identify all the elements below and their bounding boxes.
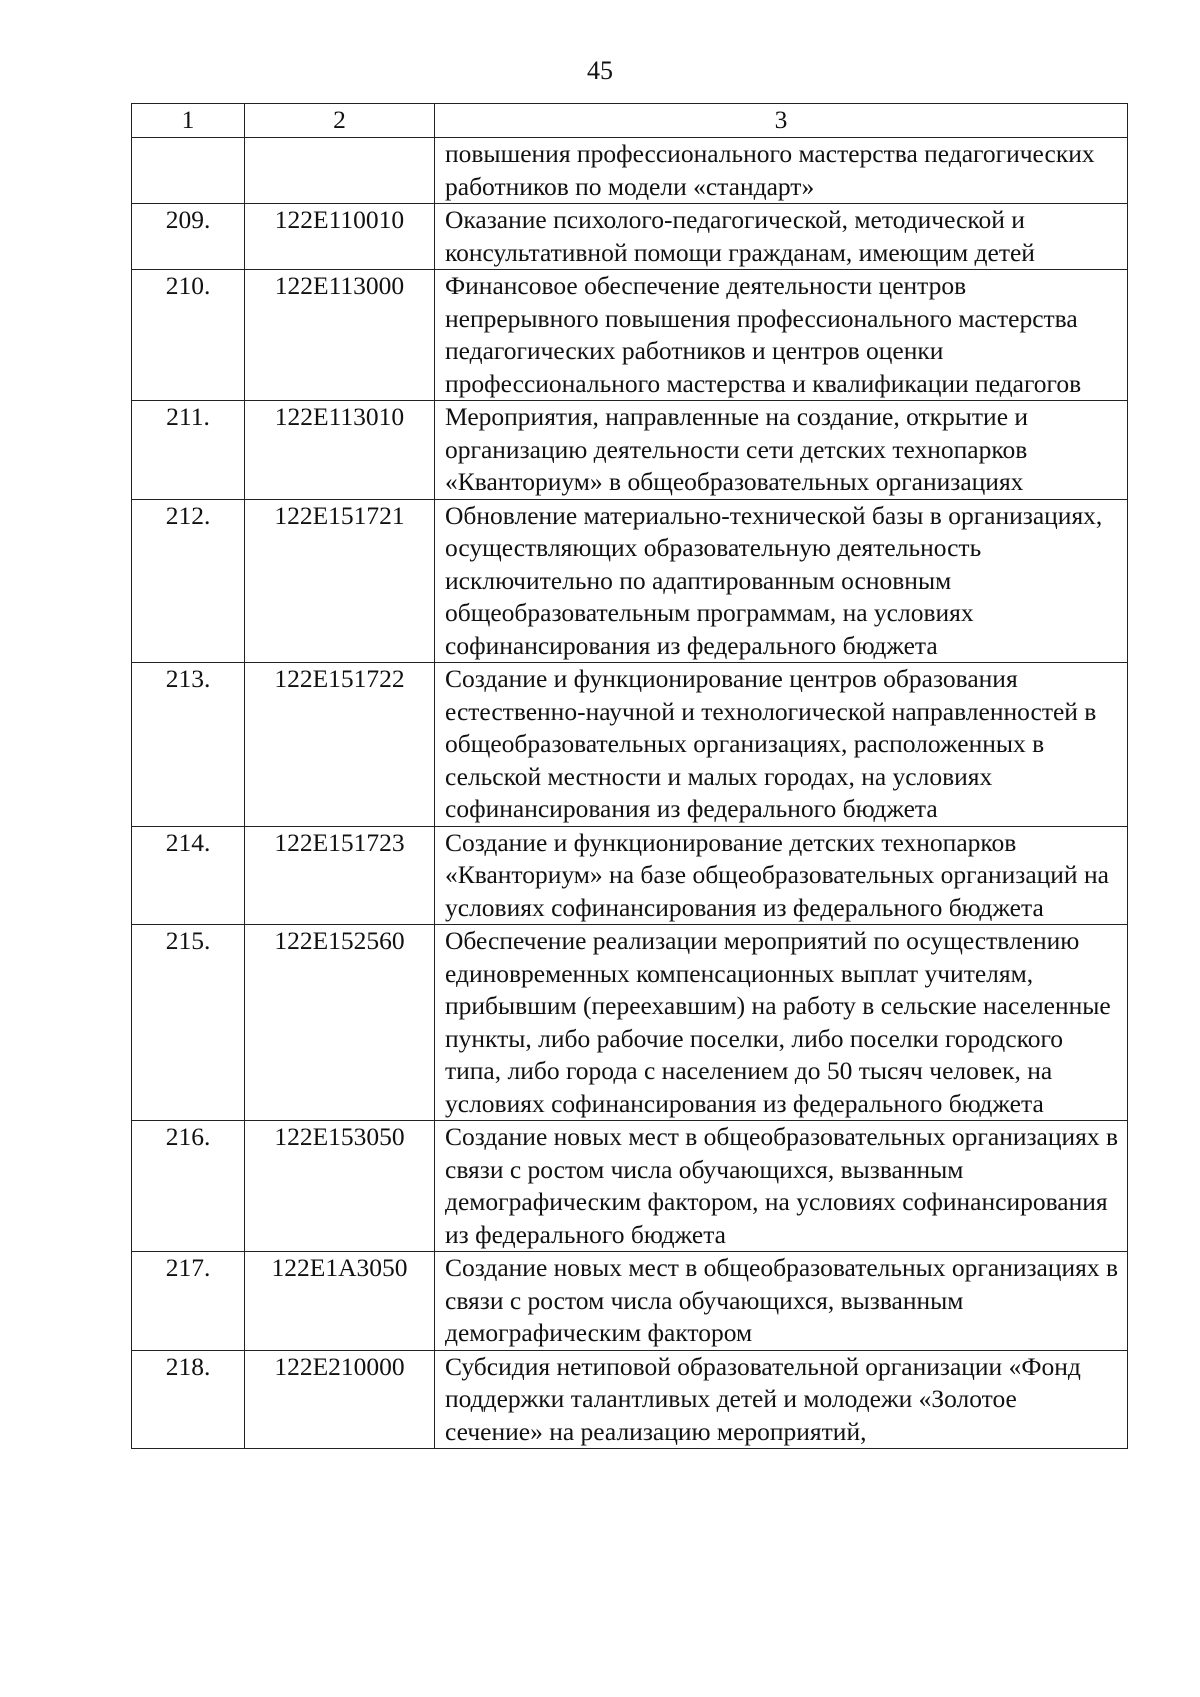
- table-row: [132, 1121, 1128, 1252]
- table-row: [132, 401, 1128, 500]
- header-col-3: 3: [435, 104, 1128, 138]
- table-row: [132, 499, 1128, 663]
- row-code: 122E113000: [245, 270, 435, 401]
- table-row: [132, 1350, 1128, 1449]
- table-row: [132, 826, 1128, 925]
- row-code: [245, 138, 435, 204]
- row-code: 122E152560: [245, 925, 435, 1121]
- row-description: Создание новых мест в общеобразовательных организациях в связи с ростом числа обучающихся, вызванным демографическим фактором: [435, 1252, 1128, 1351]
- row-number: 212.: [132, 499, 245, 663]
- row-description: Субсидия нетиповой образовательной организации «Фонд поддержки талантливых детей и молодежи «Золотое сечение» на реализацию мероприятий,: [435, 1350, 1128, 1449]
- row-code: 122E210000: [245, 1350, 435, 1449]
- row-description: повышения профессионального мастерства педагогических работников по модели «стандарт»: [435, 138, 1128, 204]
- budget-code-table: [131, 103, 1128, 1449]
- table-row: [132, 925, 1128, 1121]
- row-description: Создание и функционирование детских технопарков «Кванториум» на базе общеобразовательных организаций на условиях софинансирования из федерального бюджета: [435, 826, 1128, 925]
- row-description: Создание и функционирование центров образования естественно-научной и технологической направленностей в общеобразовательных организациях, расположенных в сельской местности и малых городах, на условиях софинансирования из федерального бюджета: [435, 663, 1128, 827]
- table-row: [132, 270, 1128, 401]
- row-number: 215.: [132, 925, 245, 1121]
- row-number: [132, 138, 245, 204]
- row-code: 122E153050: [245, 1121, 435, 1252]
- row-code: 122E1A3050: [245, 1252, 435, 1351]
- row-number: 210.: [132, 270, 245, 401]
- row-description: Создание новых мест в общеобразовательных организациях в связи с ростом числа обучающихся, вызванным демографическим фактором, на условиях софинансирования из федерального бюджета: [435, 1121, 1128, 1252]
- table-row: [132, 204, 1128, 270]
- page-number: 45: [587, 56, 613, 85]
- row-code: 122E113010: [245, 401, 435, 500]
- row-number: 218.: [132, 1350, 245, 1449]
- row-code: 122E151721: [245, 499, 435, 663]
- row-number: 211.: [132, 401, 245, 500]
- table-row: [132, 138, 1128, 204]
- table-row: [132, 1252, 1128, 1351]
- row-code: 122E110010: [245, 204, 435, 270]
- row-number: 209.: [132, 204, 245, 270]
- table-row: [132, 663, 1128, 827]
- row-description: Мероприятия, направленные на создание, открытие и организацию деятельности сети детских технопарков «Кванториум» в общеобразовательных организациях: [435, 401, 1128, 500]
- row-code: 122E151723: [245, 826, 435, 925]
- row-description: Обеспечение реализации мероприятий по осуществлению единовременных компенсационных выплат учителям, прибывшим (переехавшим) на работу в сельские населенные пункты, либо рабочие поселки, либо поселки городского типа, либо города с населением до 50 тысяч человек, на условиях софинансирования из федерального бюджета: [435, 925, 1128, 1121]
- row-description: Финансовое обеспечение деятельности центров непрерывного повышения профессионального мастерства педагогических работников и центров оценки профессионального мастерства и квалификации педагогов: [435, 270, 1128, 401]
- row-code: 122E151722: [245, 663, 435, 827]
- table-header-row: [132, 104, 1128, 138]
- row-description: Обновление материально-технической базы в организациях, осуществляющих образовательную деятельность исключительно по адаптированным основным общеобразовательным программам, на условиях софинансирования из федерального бюджета: [435, 499, 1128, 663]
- row-description: Оказание психолого-педагогической, методической и консультативной помощи гражданам, имеющим детей: [435, 204, 1128, 270]
- row-number: 217.: [132, 1252, 245, 1351]
- row-number: 213.: [132, 663, 245, 827]
- header-col-1: 1: [132, 104, 245, 138]
- row-number: 216.: [132, 1121, 245, 1252]
- row-number: 214.: [132, 826, 245, 925]
- header-col-2: 2: [245, 104, 435, 138]
